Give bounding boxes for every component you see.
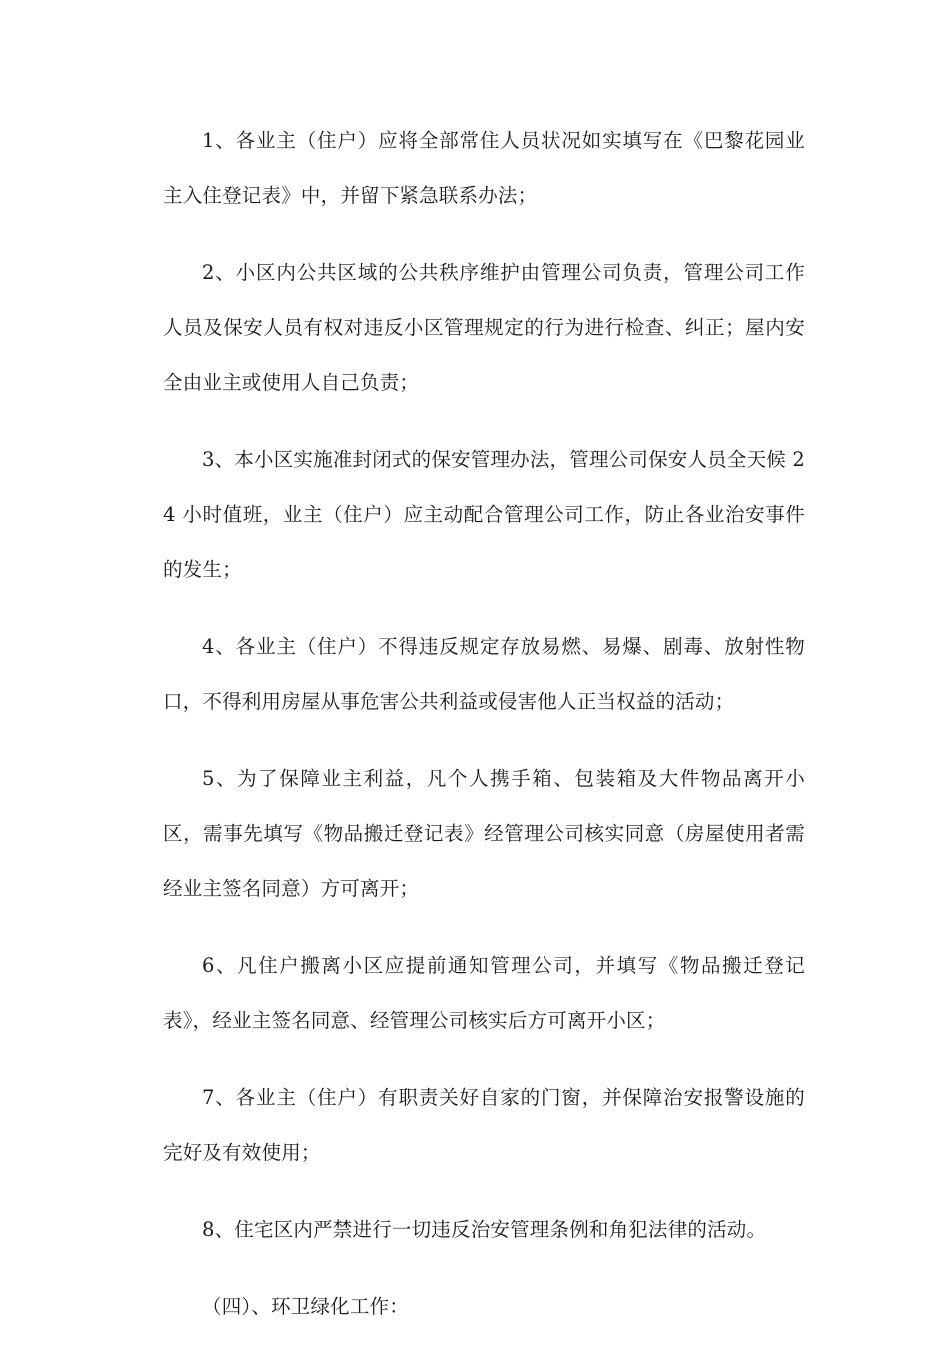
rule-paragraph-6: 6、凡住户搬离小区应提前通知管理公司，并填写《物品搬迁登记表》，经业主签名同意、经管理公司核实后方可离开小区；	[163, 954, 805, 1032]
rule-paragraph-5: 5、为了保障业主利益，凡个人携手箱、包装箱及大件物品离开小区，需事先填写《物品搬迁登记表》经管理公司核实同意（房屋使用者需经业主签名同意）方可离开；	[163, 767, 805, 900]
rule-paragraph-7: 7、各业主（住户）有职责关好自家的门窗，并保障治安报警设施的完好及有效使用；	[163, 1086, 805, 1164]
rule-paragraph-2: 2、小区内公共区域的公共秩序维护由管理公司负责，管理公司工作人员及保安人员有权对违反小区管理规定的行为进行检查、纠正；屋内安全由业主或使用人自己负责；	[163, 261, 805, 394]
rule-paragraph-1: 1、各业主（住户）应将全部常住人员状况如实填写在《巴黎花园业主入住登记表》中，并留下紧急联系办法；	[163, 129, 805, 207]
section-heading: （四）、环卫绿化工作：	[202, 1295, 409, 1318]
document-body	[163, 113, 805, 1356]
rule-paragraph-4: 4、各业主（住户）不得违反规定存放易燃、易爆、剧毒、放射性物口，不得利用房屋从事危害公共利益或侵害他人正当权益的活动；	[163, 635, 805, 713]
rule-paragraph-8: 8、住宅区内严禁进行一切违反治安管理条例和角犯法律的活动。	[202, 1218, 767, 1241]
rule-paragraph-3: 3、本小区实施准封闭式的保安管理办法，管理公司保安人员全天候 24 小时值班，业主（住户）应主动配合管理公司工作，防止各业治安事件的发生；	[163, 448, 805, 581]
